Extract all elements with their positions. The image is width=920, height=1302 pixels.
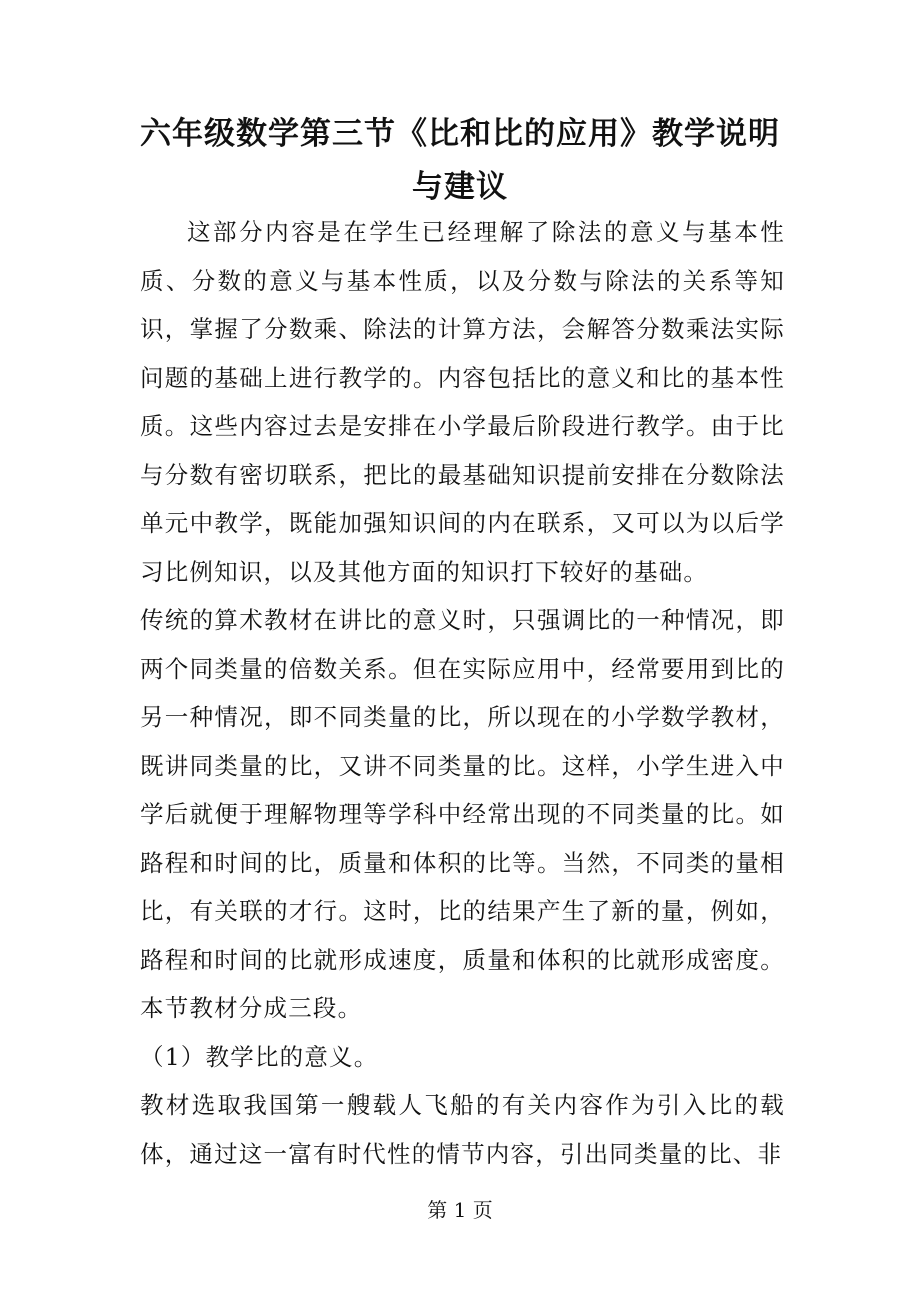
paragraph-spaceship: 教材选取我国第一艘载人飞船的有关内容作为引入比的载体，通过这一富有时代性的情节内容，引出同类量的比、非	[140, 1091, 785, 1168]
paragraph-intro: 这部分内容是在学生已经理解了除法的意义与基本性质、分数的意义与基本性质，以及分数与除法的关系等知识，掌握了分数乘、除法的计算方法，会解答分数乘法实际问题的基础上进行教学的。内容包括比的意义和比的基本性质。这些内容过去是安排在小学最后阶段进行教学。由于比与分数有密切联系，把比的最基础知识提前安排在分数除法单元中教学，既能加强知识间的内在联系，又可以为以后学习比例知识，以及其他方面的知识打下较好的基础。	[140, 218, 785, 586]
document-body	[140, 208, 785, 1178]
document-title: 六年级数学第三节《比和比的应用》教学说明与建议	[140, 116, 780, 205]
page-number: 第 1 页	[427, 1198, 493, 1222]
paragraph-traditional-teaching: 传统的算术教材在讲比的意义时，只强调比的一种情况，即两个同类量的倍数关系。但在实际应用中，经常要用到比的另一种情况，即不同类量的比，所以现在的小学数学教材，既讲同类量的比，又讲不同类量的比。这样，小学生进入中学后就便于理解物理等学科中经常出现的不同类量的比。如路程和时间的比，质量和体积的比等。当然，不同类的量相比，有关联的才行。这时，比的结果产生了新的量，例如，路程和时间的比就形成速度，质量和体积的比就形成密度。本节教材分成三段。	[140, 606, 785, 1022]
paragraph-section-heading: （1）教学比的意义。	[140, 1042, 379, 1071]
